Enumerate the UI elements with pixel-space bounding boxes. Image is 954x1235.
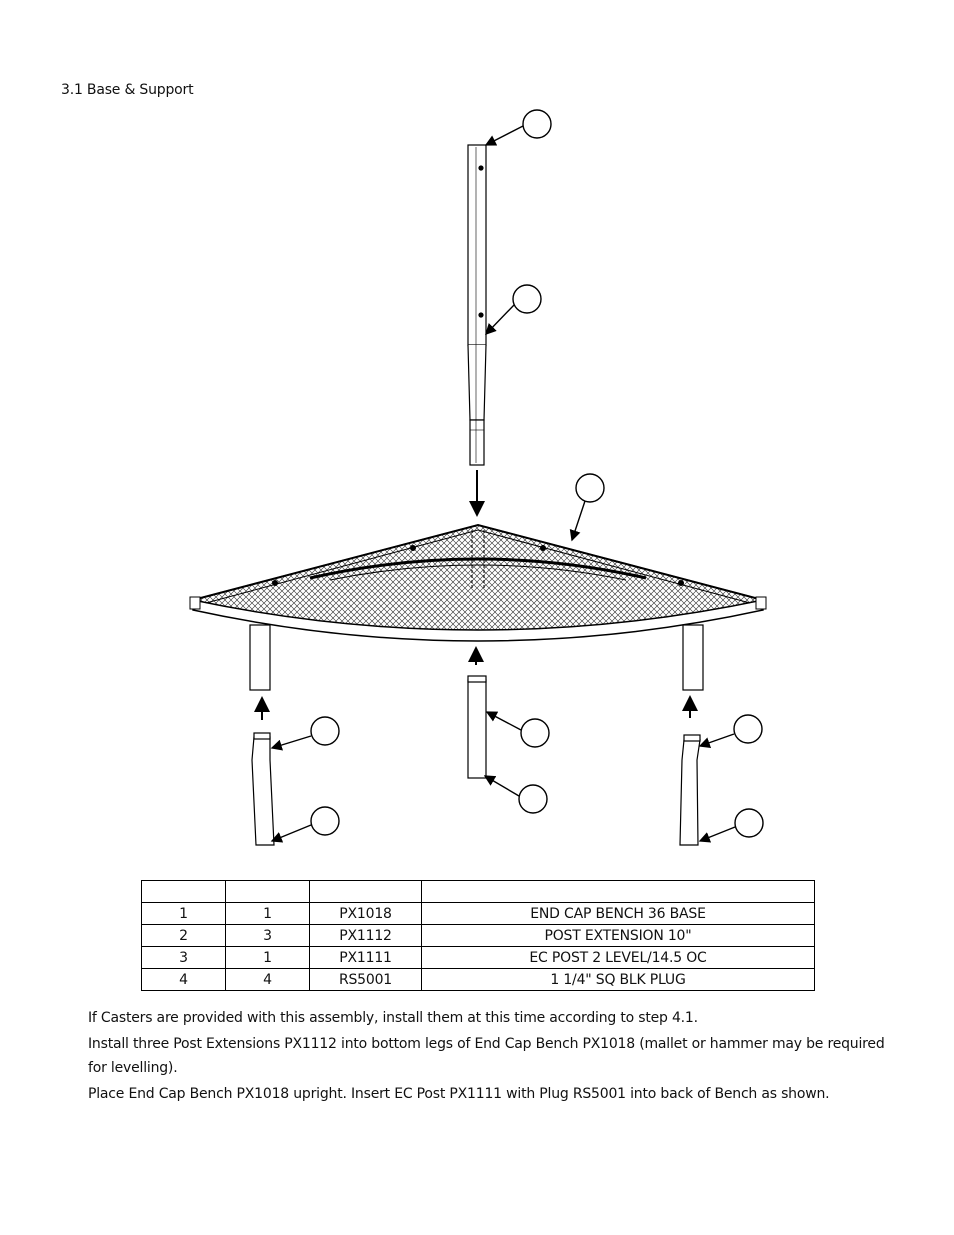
table-row — [142, 947, 815, 969]
cell-item: 4 — [142, 969, 226, 991]
section-title: 3.1 Base & Support — [61, 82, 194, 98]
end-cap-bench — [190, 525, 766, 641]
header-qty — [226, 881, 310, 903]
header-part-no — [310, 881, 422, 903]
callouts — [272, 110, 763, 841]
cell-qty: 3 — [226, 925, 310, 947]
cell-description: EC POST 2 LEVEL/14.5 OC — [422, 947, 815, 969]
header-item — [142, 881, 226, 903]
table-header-row — [142, 881, 815, 903]
instruction-step: Install three Post Extensions PX1112 into bottom legs of End Cap Bench PX1018 (mallet or hammer may be required for levelling). — [88, 1036, 885, 1076]
cell-qty: 4 — [226, 969, 310, 991]
cell-part-no: PX1018 — [310, 903, 422, 925]
cell-part-no: PX1111 — [310, 947, 422, 969]
instruction-step: If Casters are provided with this assembly, install them at this time according to step 4.1. — [88, 1010, 698, 1026]
cell-description: 1 1/4" SQ BLK PLUG — [422, 969, 815, 991]
table-row — [142, 969, 815, 991]
parts-table — [141, 880, 815, 991]
cell-item: 2 — [142, 925, 226, 947]
cell-item: 3 — [142, 947, 226, 969]
cell-description: END CAP BENCH 36 BASE — [422, 903, 815, 925]
ec-post — [468, 145, 486, 465]
cell-part-no: RS5001 — [310, 969, 422, 991]
table-row — [142, 903, 815, 925]
table-row — [142, 925, 815, 947]
instructions — [88, 1006, 888, 1108]
header-description — [422, 881, 815, 903]
cell-item: 1 — [142, 903, 226, 925]
cell-qty: 1 — [226, 947, 310, 969]
cell-description: POST EXTENSION 10" — [422, 925, 815, 947]
instruction-step: Place End Cap Bench PX1018 upright. Insert EC Post PX1111 with Plug RS5001 into back of Bench as shown. — [88, 1086, 830, 1102]
cell-qty: 1 — [226, 903, 310, 925]
cell-part-no: PX1112 — [310, 925, 422, 947]
